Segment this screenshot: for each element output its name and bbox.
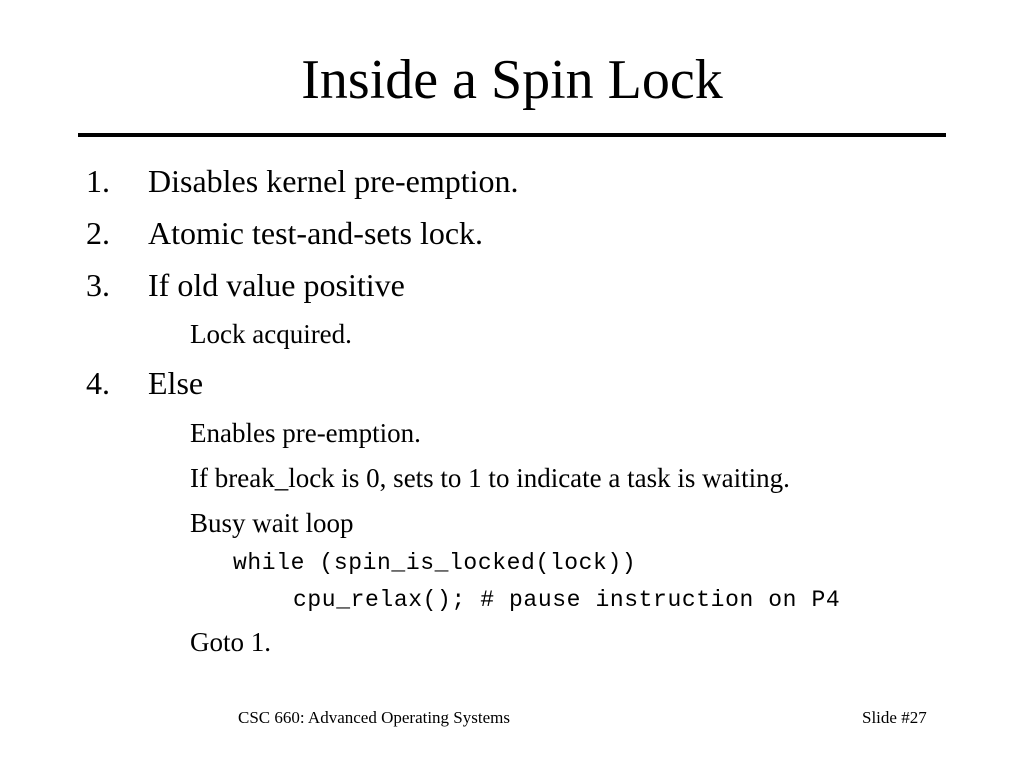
step-number: 1. (86, 163, 110, 199)
step-number: 2. (86, 215, 110, 251)
code-line-while: while (spin_is_locked(lock)) (233, 550, 637, 576)
sub-item-enables-preemption: Enables pre-emption. (190, 418, 421, 448)
step-number: 4. (86, 365, 110, 401)
step-text: Else (148, 365, 204, 401)
sub-item-lock-acquired: Lock acquired. (190, 319, 352, 349)
step-text: Atomic test-and-sets lock. (148, 215, 484, 251)
sub-item-break-lock: If break_lock is 0, sets to 1 to indicate a task is waiting. (190, 463, 790, 493)
slide-title: Inside a Spin Lock (301, 49, 723, 111)
step-number: 3. (86, 267, 110, 303)
title-divider (78, 133, 946, 137)
step-text: If old value positive (148, 267, 405, 303)
sub-item-goto: Goto 1. (190, 627, 271, 657)
code-line-cpu-relax: cpu_relax(); # pause instruction on P4 (293, 587, 841, 613)
footer-course: CSC 660: Advanced Operating Systems (238, 708, 510, 727)
footer-slide-number: Slide #27 (862, 708, 927, 727)
step-text: Disables kernel pre-emption. (148, 163, 519, 199)
sub-item-busy-wait: Busy wait loop (190, 508, 354, 538)
